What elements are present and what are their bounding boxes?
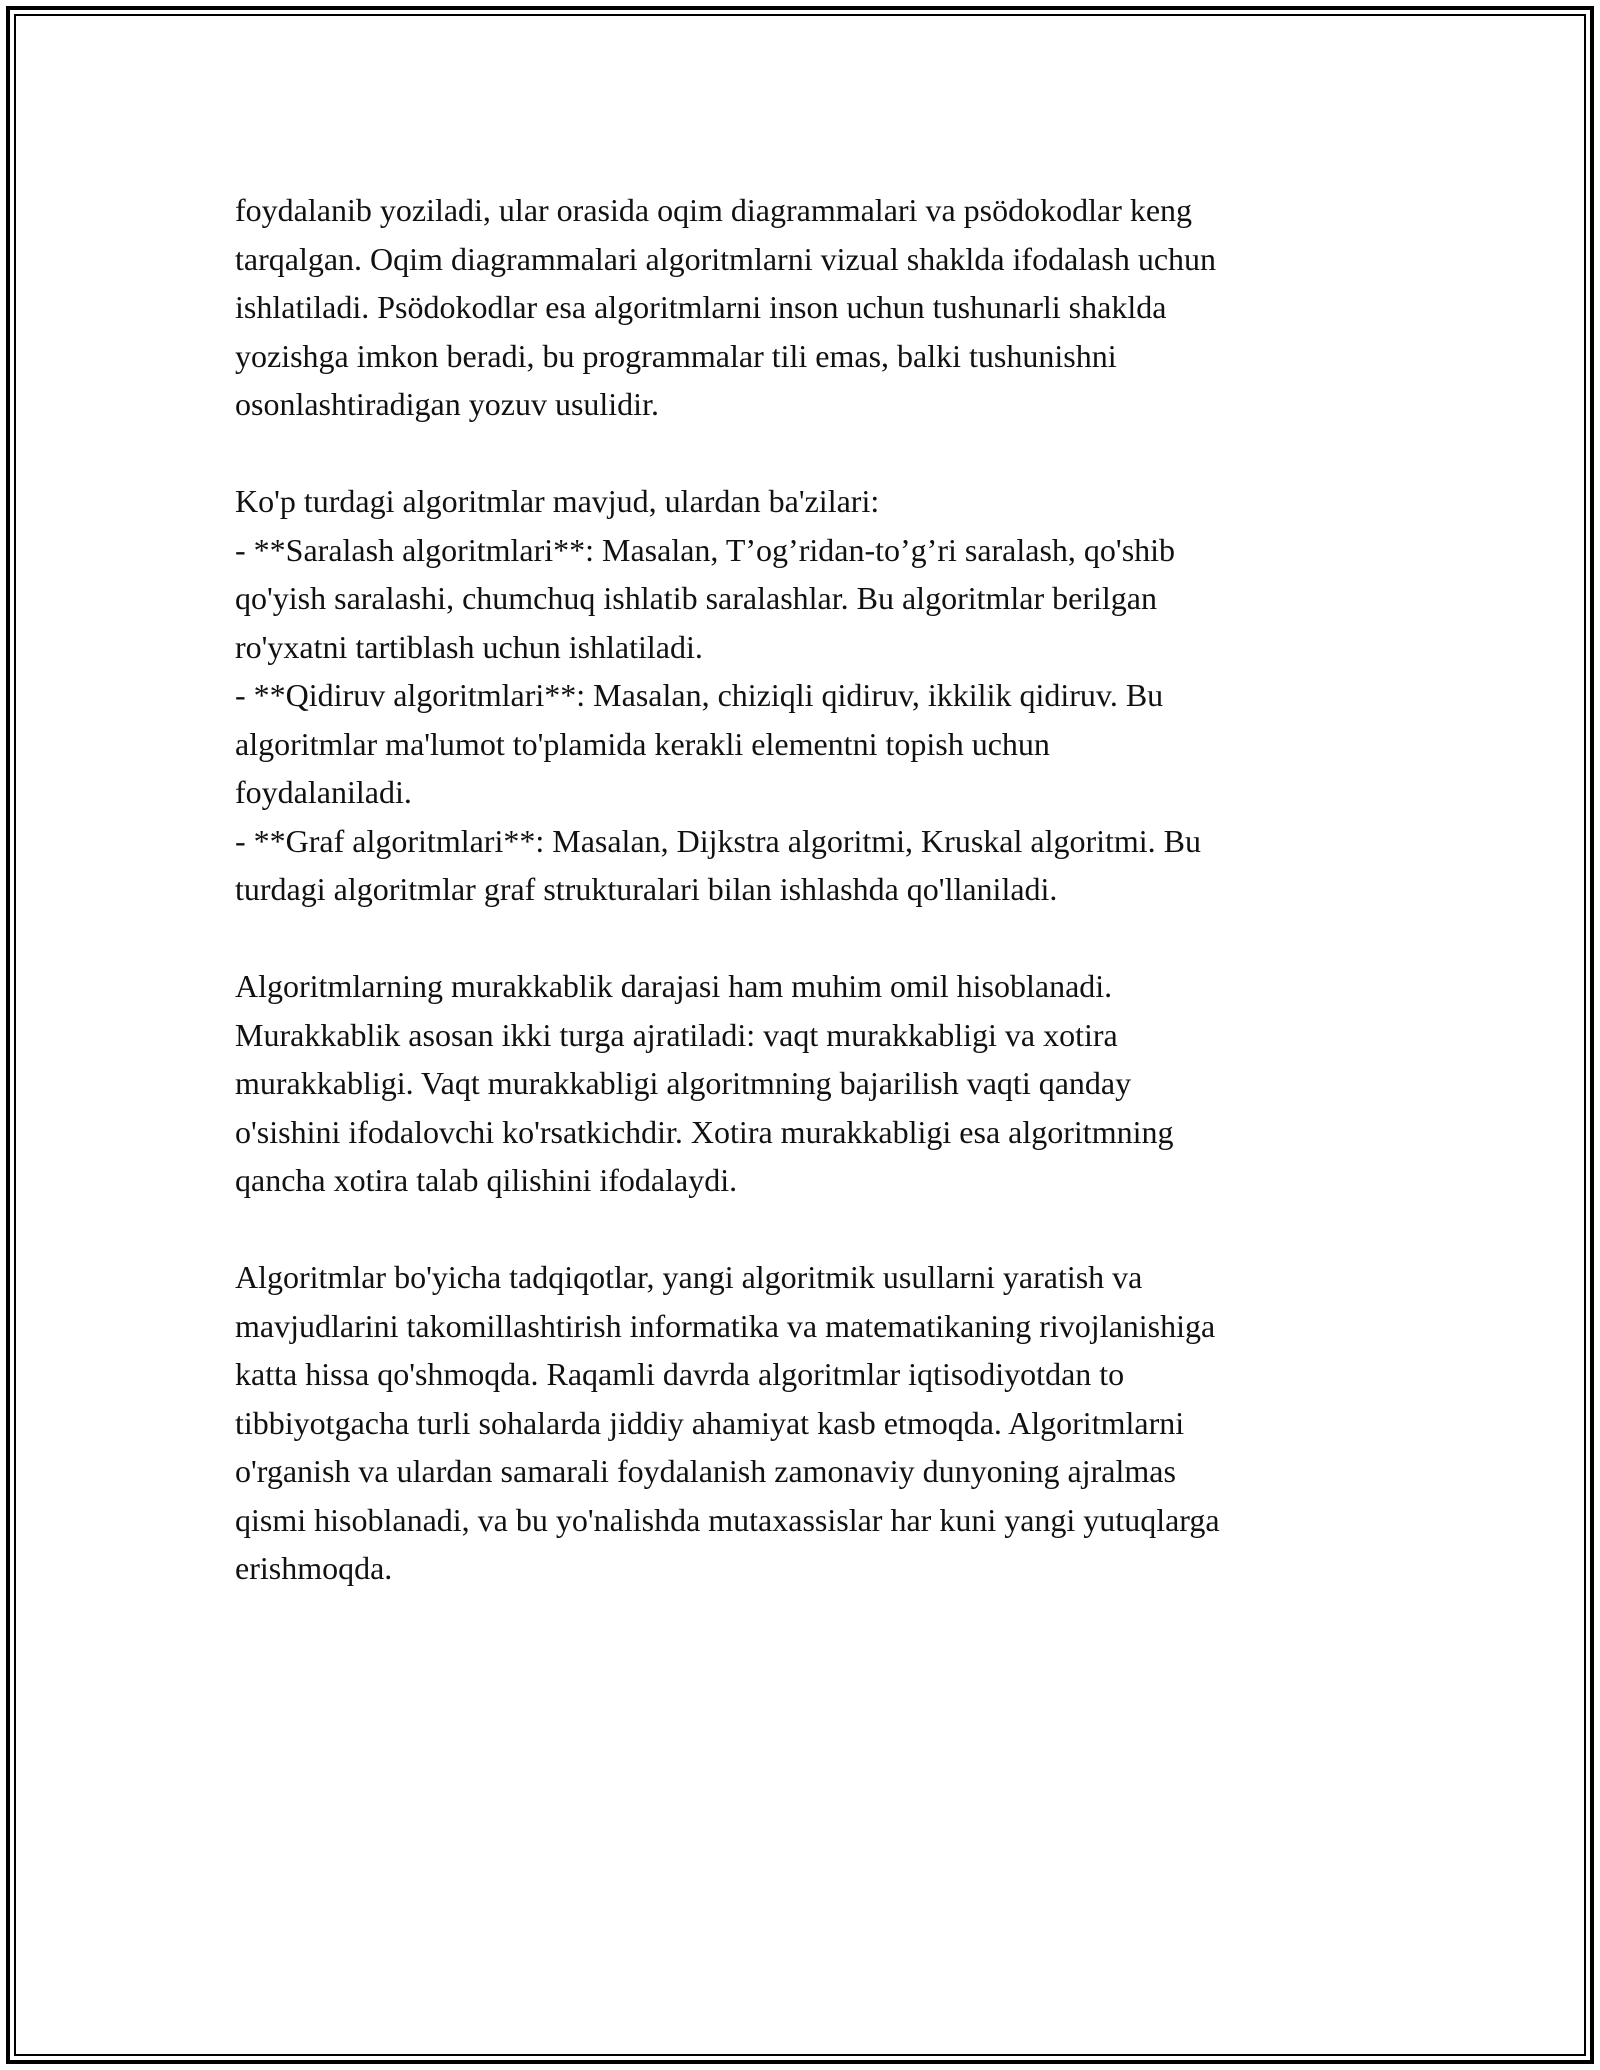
text-line: Murakkablik asosan ikki turga ajratiladi: vaqt murakkabligi va xotira — [235, 1016, 1118, 1053]
text-line: o'sishini ifodalovchi ko'rsatkichdir. Xotira murakkabligi esa algoritmning — [235, 1113, 1174, 1150]
text-line: qancha xotira talab qilishini ifodalaydi. — [235, 1162, 738, 1198]
text-line: erishmoqda. — [235, 1550, 393, 1586]
paragraph-research — [235, 1253, 1415, 1593]
paragraph-algorithm-types — [235, 477, 1415, 914]
text-line: turdagi algoritmlar graf strukturalari bilan ishlashda qo'llaniladi. — [235, 871, 1058, 907]
text-line: murakkabligi. Vaqt murakkabligi algoritmning bajarilish vaqti qanday — [235, 1065, 1132, 1101]
text-line: foydalanib yoziladi, ular orasida oqim diagrammalari va psödokodlar keng — [235, 192, 1193, 228]
text-line: Ko'p turdagi algoritmlar mavjud, ulardan ba'zilari: — [235, 483, 880, 519]
text-line: mavjudlarini takomillashtirish informatika va matematikaning rivojlanishiga — [235, 1307, 1216, 1344]
paragraph-complexity — [235, 962, 1415, 1205]
document-body — [235, 186, 1415, 1641]
text-line: ro'yxatni tartiblash uchun ishlatiladi. — [235, 628, 703, 665]
text-line: o'rganish va ulardan samarali foydalanish zamonaviy dunyoning ajralmas — [235, 1453, 1176, 1489]
text-line: Algoritmlarning murakkablik darajasi ham muhim omil hisoblanadi. — [235, 968, 1113, 1004]
list-item-graph: - **Graf algoritmlari**: Masalan, Dijkstra algoritmi, Kruskal algoritmi. Bu — [235, 822, 1202, 859]
text-line: osonlashtiradigan yozuv usulidir. — [235, 386, 659, 422]
text-line: tarqalgan. Oqim diagrammalari algoritmlarni vizual shaklda ifodalash uchun — [235, 240, 1217, 277]
list-item-search: - **Qidiruv algoritmlari**: Masalan, chiziqli qidiruv, ikkilik qidiruv. Bu — [235, 677, 1164, 713]
text-line: Algoritmlar bo'yicha tadqiqotlar, yangi algoritmik usullarni yaratish va — [235, 1259, 1143, 1295]
text-line: foydalaniladi. — [235, 774, 412, 810]
text-line: tibbiyotgacha turli sohalarda jiddiy ahamiyat kasb etmoqda. Algoritmlarni — [235, 1404, 1185, 1441]
text-line: ishlatiladi. Psödokodlar esa algoritmlarni inson uchun tushunarli shaklda — [235, 289, 1167, 325]
text-line: algoritmlar ma'lumot to'plamida kerakli elementni topish uchun — [235, 725, 1050, 762]
text-line: katta hissa qo'shmoqda. Raqamli davrda algoritmlar iqtisodiyotdan to — [235, 1356, 1125, 1392]
list-item-sorting: - **Saralash algoritmlari**: Masalan, T’og’ridan-to’g’ri saralash, qo'shib — [235, 531, 1176, 568]
text-line: qismi hisoblanadi, va bu yo'nalishda mutaxassislar har kuni yangi yutuqlarga — [235, 1501, 1220, 1538]
paragraph-notation-methods — [235, 186, 1415, 429]
text-line: qo'yish saralashi, chumchuq ishlatib saralashlar. Bu algoritmlar berilgan — [235, 580, 1157, 616]
text-line: yozishga imkon beradi, bu programmalar tili emas, balki tushunishni — [235, 337, 1117, 374]
